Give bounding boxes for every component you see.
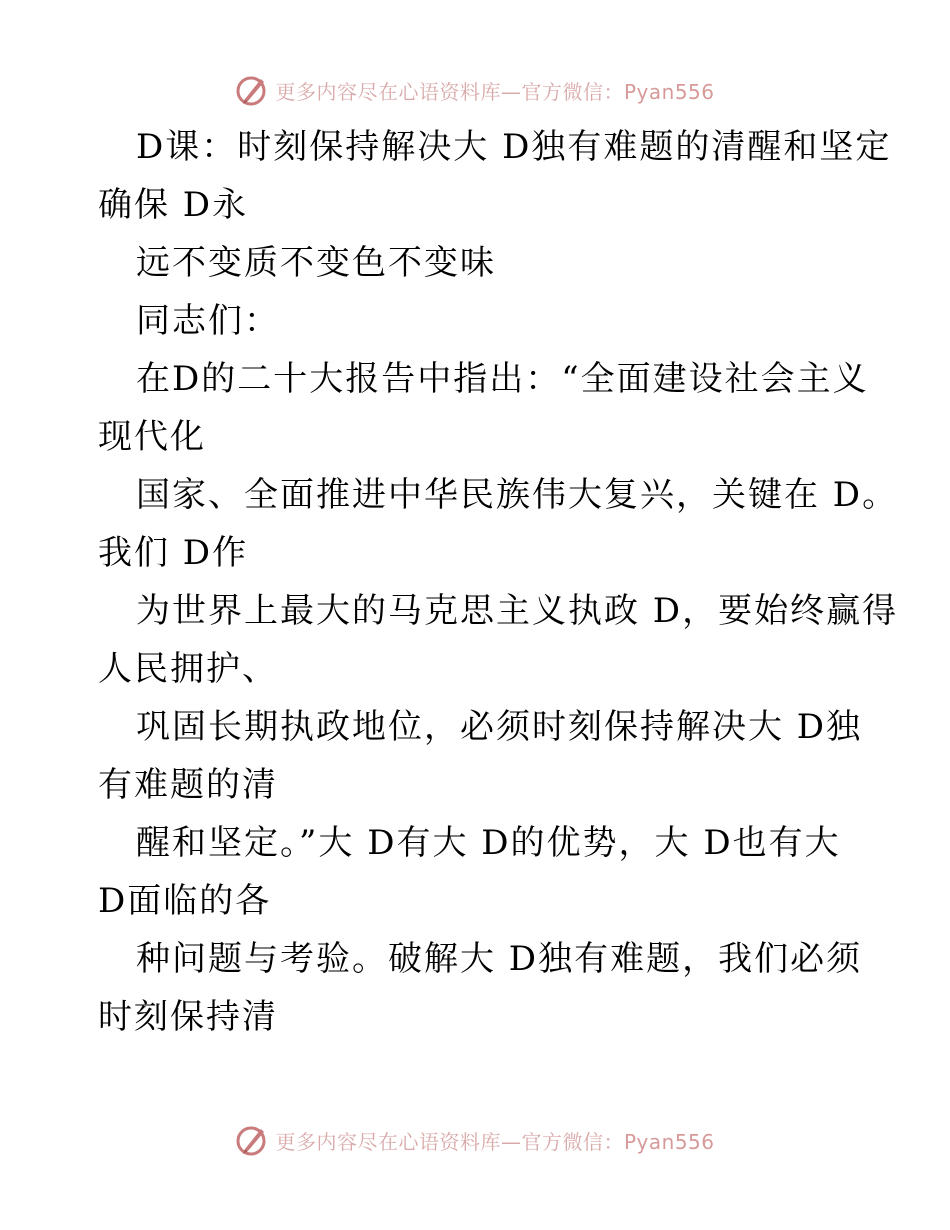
text-line: 我们 D作 xyxy=(98,533,249,573)
watermark-id: Pyan556 xyxy=(623,1129,715,1154)
text-line: 在D的二十大报告中指出：“全面建设社会主义 xyxy=(136,359,869,399)
pen-logo-icon xyxy=(235,1123,269,1157)
text-line: 确保 D永 xyxy=(98,185,249,225)
text-line: 国家、全面推进中华民族伟大复兴，关键在 D。 xyxy=(136,475,899,515)
footer-watermark xyxy=(0,1120,950,1160)
document-body xyxy=(98,118,899,1046)
text-line: 远不变质不变色不变味 xyxy=(136,243,496,283)
text-line: 醒和坚定。”大 D有大 D的优势，大 D也有大 xyxy=(136,823,841,863)
text-line: D课：时刻保持解决大 D独有难题的清醒和坚定 xyxy=(136,127,892,167)
text-line: 巩固长期执政地位，必须时刻保持解决大 D独 xyxy=(136,707,863,747)
text-line: 有难题的清 xyxy=(98,765,278,805)
text-line: 现代化 xyxy=(98,417,206,457)
watermark-text: 更多内容尽在心语资料库—官方微信： xyxy=(275,79,624,104)
text-line: 同志们： xyxy=(136,301,280,341)
watermark-id: Pyan556 xyxy=(623,79,715,104)
text-line: 时刻保持清 xyxy=(98,997,278,1037)
header-watermark xyxy=(0,70,950,110)
text-line: 为世界上最大的马克思主义执政 D，要始终赢得 xyxy=(136,591,899,631)
pen-logo-icon xyxy=(235,73,269,107)
text-line: 人民拥护、 xyxy=(98,649,278,689)
text-line: 种问题与考验。破解大 D独有难题，我们必须 xyxy=(136,939,863,979)
watermark-text: 更多内容尽在心语资料库—官方微信： xyxy=(275,1129,624,1154)
text-line: D面临的各 xyxy=(98,881,272,921)
